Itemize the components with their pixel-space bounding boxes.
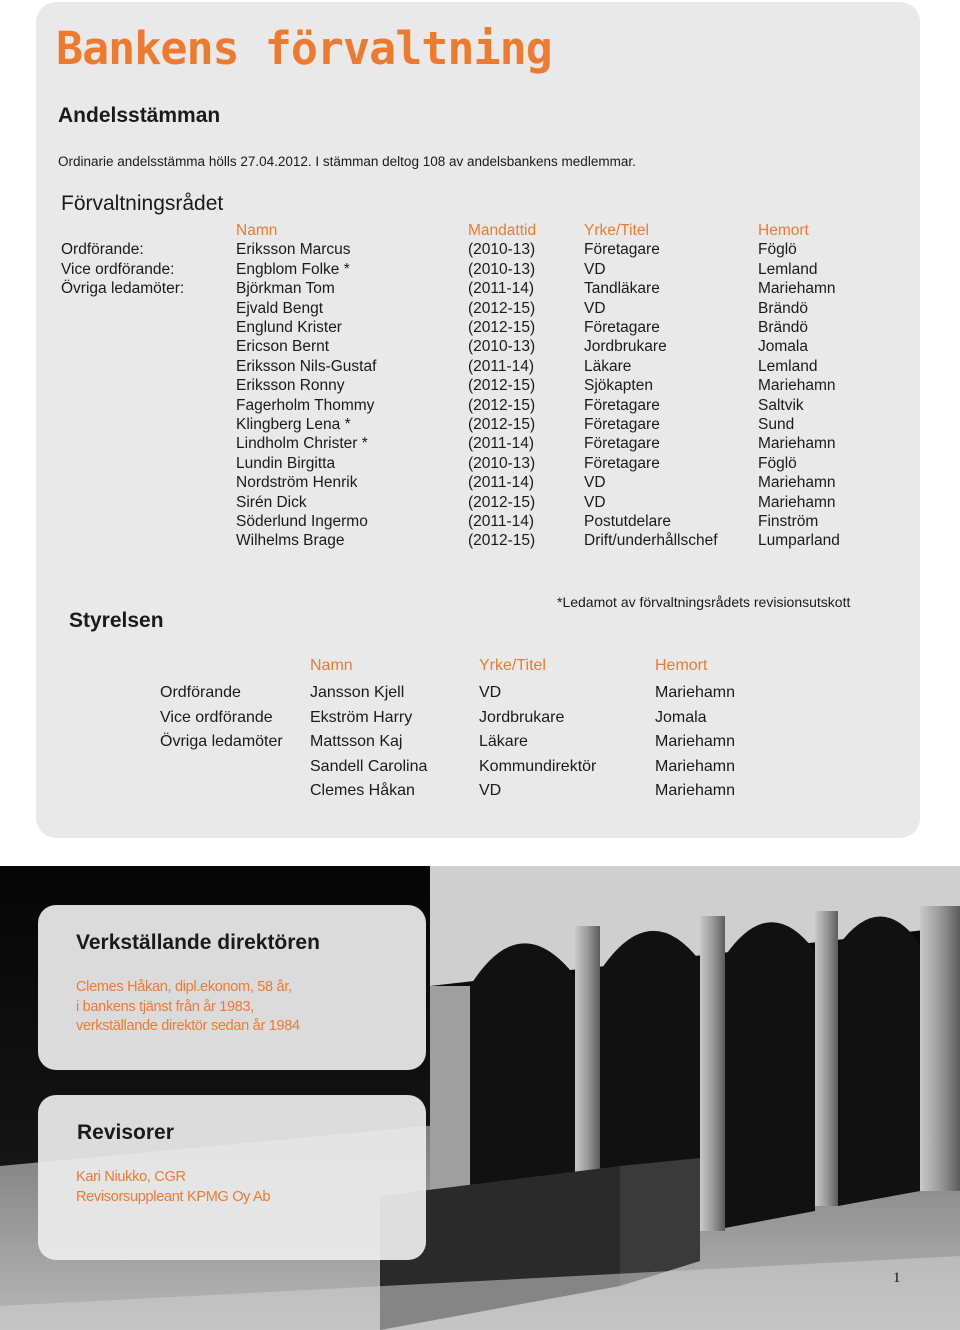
st-role-ordforande: Ordförande	[160, 684, 241, 701]
fr-row-mandattid: (2011-14)	[468, 435, 535, 453]
vd-line-2: i bankens tjänst från år 1983,	[76, 998, 255, 1015]
fr-row-yrke: Läkare	[584, 357, 632, 375]
st-row-yrke: VD	[479, 782, 502, 800]
fr-row-yrke: Företagare	[584, 396, 660, 414]
fr-row-hemort: Föglö	[758, 454, 797, 472]
fr-row-yrke: VD	[584, 260, 606, 278]
st-role-ovriga: Övriga ledamöter	[160, 733, 283, 751]
fr-header-namn: Namn	[236, 222, 278, 239]
fr-row-name: Ejvald Bengt	[236, 299, 324, 317]
st-row-yrke: Kommundirektör	[479, 757, 597, 775]
fr-row-mandattid: (2012-15)	[468, 377, 536, 395]
fr-row-mandattid: (2012-15)	[468, 319, 536, 336]
fr-row-yrke: Jordbrukare	[584, 338, 667, 356]
fr-row-name: Lundin Birgitta	[236, 454, 336, 472]
fr-row-name: Lindholm Christer *	[236, 435, 368, 453]
fr-row-name: Björkman Tom	[236, 280, 335, 298]
fr-row-mandattid: (2011-14)	[468, 513, 535, 530]
vd-heading: Verkställande direktören	[76, 931, 320, 954]
fr-row-mandattid: (2012-15)	[468, 396, 536, 414]
forvaltningsradet-heading: Förvaltningsrådet	[61, 192, 224, 215]
fr-row-yrke: VD	[584, 474, 606, 492]
fr-row-hemort: Brändö	[758, 299, 808, 317]
st-row-hemort: Mariehamn	[655, 782, 736, 800]
st-row-hemort: Mariehamn	[655, 684, 736, 701]
fr-row-hemort: Saltvik	[758, 396, 804, 414]
fr-role-ovriga: Övriga ledamöter:	[61, 280, 185, 298]
fr-row-name: Wilhelms Brage	[236, 532, 345, 550]
st-row-yrke: Läkare	[479, 733, 528, 751]
andelsstamman-text: Ordinarie andelsstämma hölls 27.04.2012. I stämman deltog 108 av andelsbankens medlemmar.	[58, 154, 636, 169]
fr-row-name: Engblom Folke *	[236, 260, 350, 278]
vd-line-3: verkställande direktör sedan år 1984	[76, 1018, 300, 1035]
fr-row-mandattid: (2010-13)	[468, 454, 536, 472]
page-title: Bankens förvaltning	[56, 22, 552, 75]
fr-row-name: Fagerholm Thommy	[236, 396, 375, 414]
fr-row-yrke: Företagare	[584, 241, 660, 259]
fr-row-hemort: Mariehamn	[758, 493, 836, 511]
st-header-namn: Namn	[310, 657, 353, 674]
st-header-yrke: Yrke/Titel	[479, 657, 546, 674]
fr-row-yrke: VD	[584, 299, 606, 317]
fr-row-hemort: Sund	[758, 416, 795, 433]
fr-row-mandattid: (2010-13)	[468, 241, 536, 259]
fr-row-hemort: Lumparland	[758, 532, 840, 550]
fr-row-yrke: Postutdelare	[584, 513, 672, 530]
fr-row-hemort: Finström	[758, 513, 819, 530]
fr-row-mandattid: (2011-14)	[468, 474, 535, 492]
st-row-name: Ekström Harry	[310, 708, 413, 726]
fr-row-hemort: Mariehamn	[758, 280, 836, 298]
st-row-hemort: Mariehamn	[655, 757, 736, 775]
fr-role-vice: Vice ordförande:	[61, 260, 175, 278]
st-row-name: Clemes Håkan	[310, 782, 415, 800]
fr-row-name: Nordström Henrik	[236, 474, 358, 492]
st-row-name: Mattsson Kaj	[310, 733, 403, 751]
fr-row-hemort: Lemland	[758, 260, 818, 278]
fr-row-yrke: Företagare	[584, 416, 660, 433]
andelsstamman-heading: Andelsstämman	[58, 104, 221, 127]
fr-row-name: Eriksson Marcus	[236, 241, 351, 259]
fr-row-mandattid: (2010-13)	[468, 260, 536, 278]
st-row-yrke: Jordbrukare	[479, 708, 565, 726]
st-row-hemort: Mariehamn	[655, 733, 736, 751]
fr-row-hemort: Mariehamn	[758, 435, 836, 453]
fr-row-mandattid: (2011-14)	[468, 280, 535, 298]
fr-row-yrke: VD	[584, 493, 606, 511]
fr-row-name: Englund Krister	[236, 319, 342, 336]
st-row-name: Sandell Carolina	[310, 757, 428, 775]
fr-row-name: Ericson Bernt	[236, 338, 330, 356]
fr-row-name: Sirén Dick	[236, 493, 307, 511]
fr-row-hemort: Mariehamn	[758, 474, 836, 492]
fr-row-yrke: Tandläkare	[584, 280, 660, 298]
revisorer-heading: Revisorer	[77, 1121, 174, 1144]
fr-row-yrke: Sjökapten	[584, 377, 653, 395]
fr-row-mandattid: (2012-15)	[468, 532, 536, 550]
styrelsen-heading: Styrelsen	[69, 609, 164, 632]
fr-row-yrke: Företagare	[584, 454, 660, 472]
fr-row-mandattid: (2011-14)	[468, 357, 535, 375]
fr-row-hemort: Brändö	[758, 319, 808, 336]
fr-row-mandattid: (2010-13)	[468, 338, 536, 356]
fr-header-hemort: Hemort	[758, 222, 809, 239]
fr-row-mandattid: (2012-15)	[468, 416, 536, 433]
fr-row-hemort: Föglö	[758, 241, 797, 259]
fr-row-mandattid: (2012-15)	[468, 299, 536, 317]
fr-row-name: Eriksson Ronny	[236, 377, 345, 395]
revisorer-line-1: Kari Niukko, CGR	[76, 1169, 186, 1185]
page-number: 1	[893, 1270, 901, 1286]
fr-row-yrke: Företagare	[584, 435, 660, 453]
fr-row-name: Eriksson Nils-Gustaf	[236, 357, 377, 375]
fr-row-hemort: Mariehamn	[758, 377, 836, 395]
fr-row-hemort: Lemland	[758, 357, 818, 375]
fr-role-ordforande: Ordförande:	[61, 241, 144, 259]
fr-row-mandattid: (2012-15)	[468, 493, 536, 511]
fr-row-name: Klingberg Lena *	[236, 416, 351, 433]
st-row-yrke: VD	[479, 684, 502, 701]
revisorer-line-2: Revisorsuppleant KPMG Oy Ab	[76, 1188, 271, 1205]
st-header-hemort: Hemort	[655, 657, 708, 674]
fr-row-yrke: Företagare	[584, 319, 660, 336]
revisionsutskott-footnote: *Ledamot av förvaltningsrådets revisionsutskott	[557, 594, 851, 610]
fr-row-yrke: Drift/underhållschef	[584, 532, 718, 550]
fr-header-yrke: Yrke/Titel	[584, 222, 649, 239]
fr-row-hemort: Jomala	[758, 338, 808, 356]
st-row-name: Jansson Kjell	[310, 684, 405, 701]
st-role-vice: Vice ordförande	[160, 708, 273, 726]
st-row-hemort: Jomala	[655, 708, 707, 726]
vd-line-1: Clemes Håkan, dipl.ekonom, 58 år,	[76, 979, 292, 995]
fr-header-mandattid: Mandattid	[468, 222, 537, 239]
fr-row-name: Söderlund Ingermo	[236, 513, 368, 530]
